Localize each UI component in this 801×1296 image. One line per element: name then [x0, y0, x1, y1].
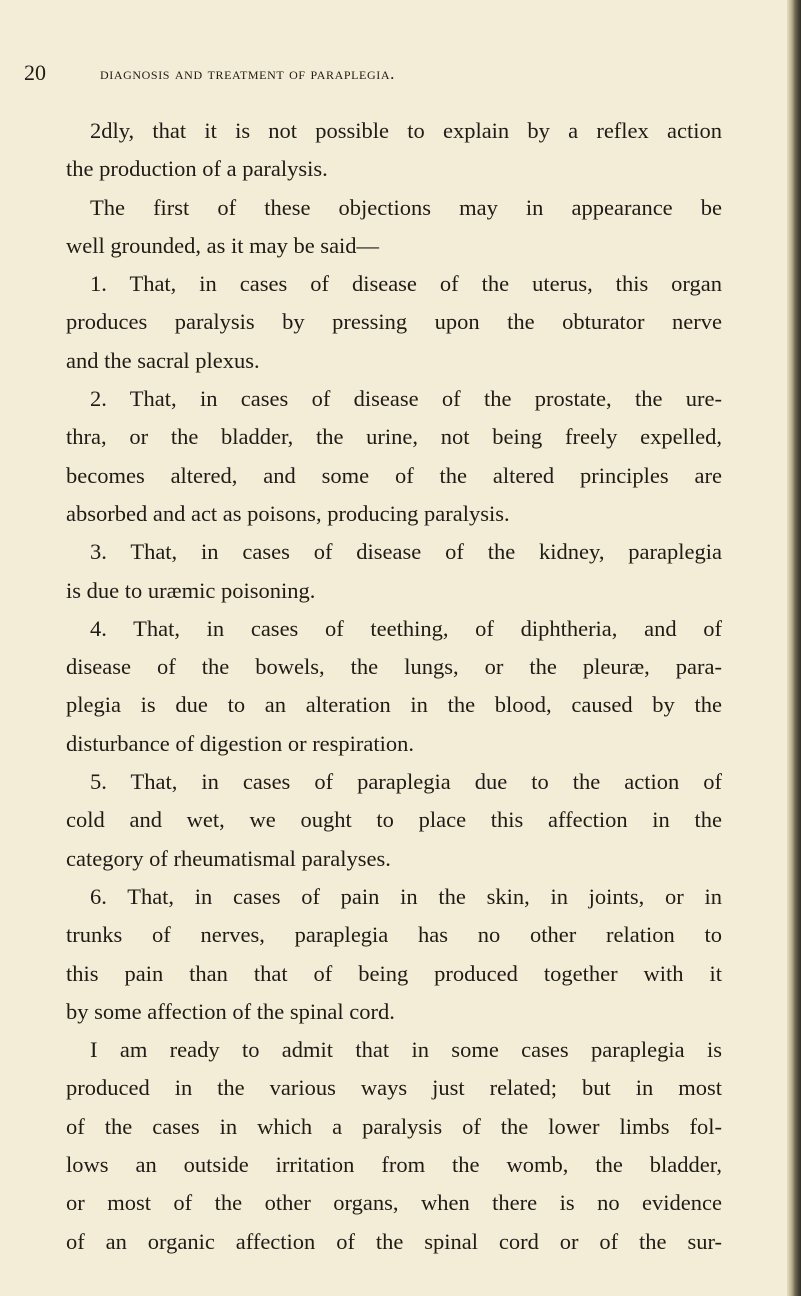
text-line: 2dly, that it is not possible to explain by a reflex action	[90, 118, 722, 143]
text-line: produces paralysis by pressing upon the obturator nerve	[66, 309, 722, 335]
text-line: produced in the various ways just related; but in most	[66, 1075, 722, 1101]
text-line: lows an outside irritation from the womb, the bladder,	[66, 1152, 722, 1178]
text-line: the production of a paralysis.	[66, 156, 328, 182]
text-line: is due to uræmic poisoning.	[66, 577, 316, 603]
text-line: 2. That, in cases of disease of the prostate, the ure-	[90, 386, 722, 412]
text-line: this pain than that of being produced together with it	[66, 960, 722, 986]
text-line: 1. That, in cases of disease of the uterus, this organ	[90, 271, 722, 297]
text-line: 6. That, in cases of pain in the skin, in joints, or in	[90, 883, 722, 909]
text-line: of an organic affection of the spinal cord or of the sur-	[66, 1228, 722, 1254]
text-line: cold and wet, we ought to place this affection in the	[66, 807, 722, 833]
page-number: 20	[24, 60, 46, 85]
running-head	[24, 60, 764, 86]
text-line: The first of these objections may in appearance be	[90, 194, 722, 220]
text-line: disturbance of digestion or respiration.	[66, 730, 415, 756]
text-line: 5. That, in cases of paraplegia due to the action of	[90, 769, 722, 795]
running-title: diagnosis and treatment of paraplegia.	[100, 64, 395, 83]
text-line: and the sacral plexus.	[66, 347, 260, 373]
text-line: trunks of nerves, paraplegia has no other relation to	[66, 922, 722, 948]
text-line: by some affection of the spinal cord.	[66, 998, 395, 1024]
text-line: 3. That, in cases of disease of the kidney, paraplegia	[90, 539, 722, 565]
text-line: absorbed and act as poisons, producing paralysis.	[66, 500, 510, 526]
text-line: 4. That, in cases of teething, of diphtheria, and of	[90, 615, 722, 641]
text-line: well grounded, as it may be said—	[66, 232, 380, 258]
text-line: of the cases in which a paralysis of the lower limbs fol-	[66, 1113, 722, 1139]
text-line: I am ready to admit that in some cases paraplegia is	[90, 1037, 722, 1063]
body-text	[66, 112, 722, 1261]
text-line: plegia is due to an alteration in the blood, caused by the	[66, 692, 722, 718]
page-edge-shadow	[787, 0, 801, 1296]
text-line: becomes altered, and some of the altered principles are	[66, 462, 722, 488]
text-line: category of rheumatismal paralyses.	[66, 845, 391, 871]
text-line: disease of the bowels, the lungs, or the pleuræ, para-	[66, 654, 722, 680]
text-line: or most of the other organs, when there is no evidence	[66, 1190, 722, 1216]
text-line: thra, or the bladder, the urine, not being freely expelled,	[66, 424, 722, 450]
